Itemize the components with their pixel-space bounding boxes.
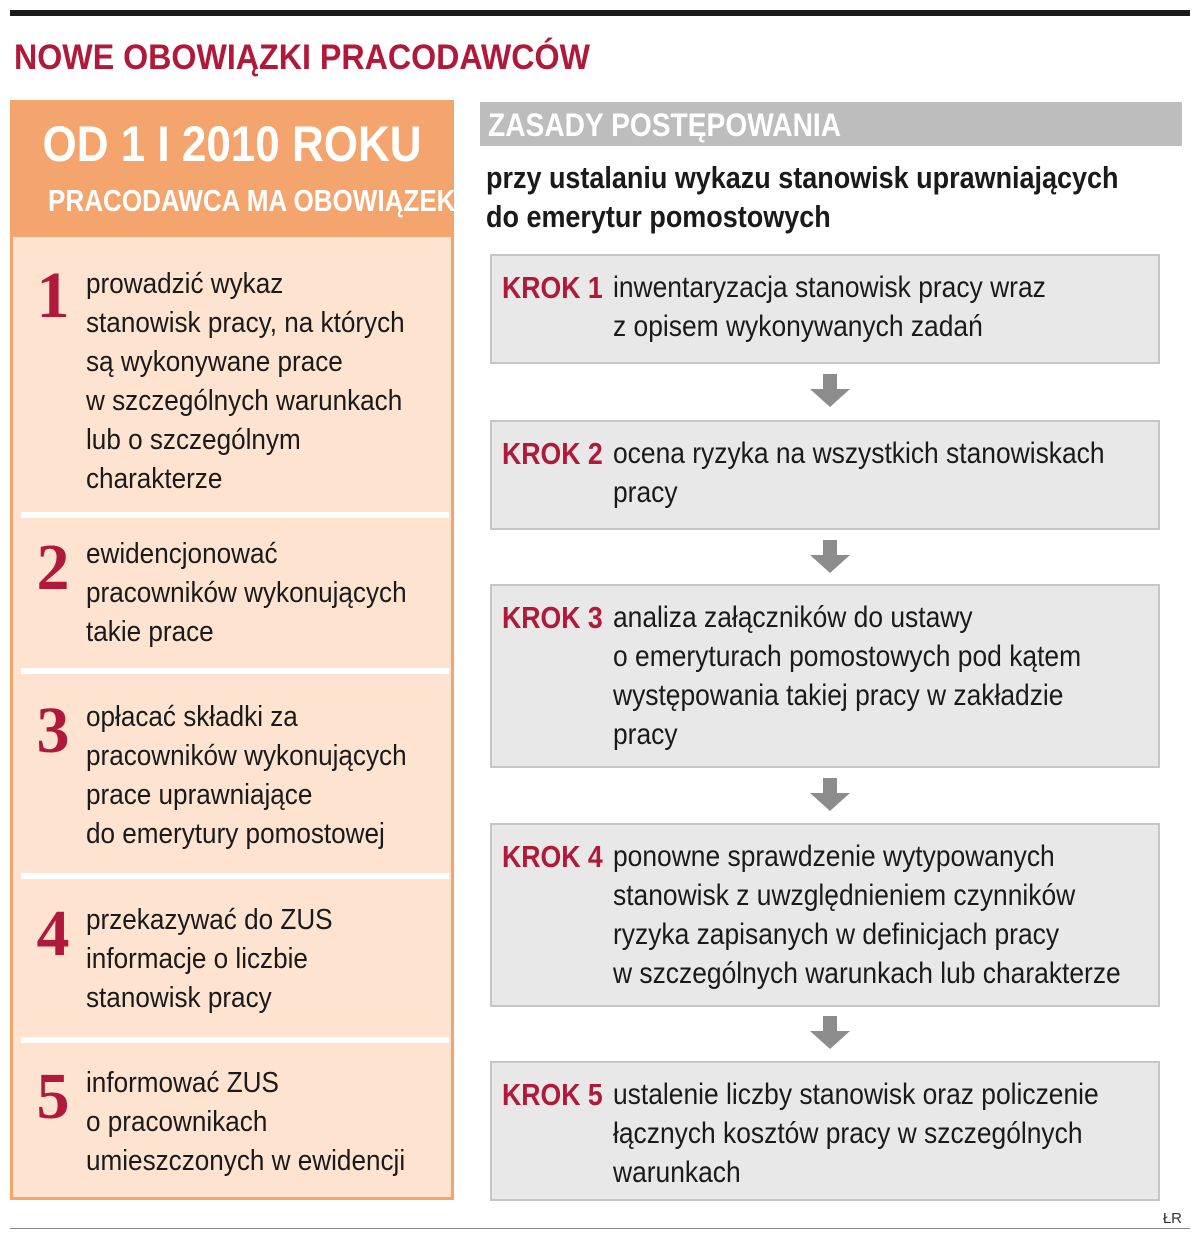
step-text: ponowne sprawdzenie wytypowanych stanowisk z uwzględnieniem czynników ryzyka zapisanych w definicjach pracy w szczególnych warunkach lub charakterze bbox=[613, 840, 1121, 990]
step-label: KROK 3 bbox=[502, 600, 603, 635]
step-box bbox=[490, 254, 1160, 364]
author-credit: ŁR bbox=[1162, 1210, 1182, 1227]
rules-header bbox=[480, 102, 1182, 146]
obligation-text: prowadzić wykaz stanowisk pracy, na których są wykonywane prace w szczególnych warunkach lub o szczególnym charakterze bbox=[86, 268, 405, 495]
obligations-date-heading: OD 1 I 2010 ROKU bbox=[42, 116, 422, 172]
step-text: ocena ryzyka na wszystkich stanowiskach pracy bbox=[613, 437, 1105, 509]
divider bbox=[21, 873, 449, 879]
step-text: ustalenie liczby stanowisk oraz policzenie łącznych kosztów pracy w szczególnych warunkach bbox=[613, 1078, 1099, 1189]
step-label: KROK 4 bbox=[502, 839, 603, 874]
obligations-subheading: PRACODAWCA MA OBOWIĄZEK: bbox=[48, 183, 465, 218]
obligations-panel bbox=[10, 100, 465, 1200]
step-box bbox=[490, 823, 1160, 1007]
rules-heading: ZASADY POSTĘPOWANIA bbox=[488, 107, 842, 143]
obligations-header bbox=[13, 103, 465, 237]
divider bbox=[21, 512, 449, 518]
obligation-number: 4 bbox=[36, 897, 70, 970]
down-arrow-icon bbox=[808, 1016, 852, 1050]
obligation-number: 5 bbox=[36, 1060, 70, 1133]
step-box bbox=[490, 420, 1160, 530]
obligation-text: ewidencjonować pracowników wykonujących takie prace bbox=[86, 538, 407, 648]
divider bbox=[21, 1037, 449, 1043]
obligation-text: opłacać składki za pracowników wykonujących prace uprawniające do emerytury pomostowej bbox=[86, 701, 407, 850]
bottom-rule bbox=[10, 1228, 1190, 1229]
obligation-text: przekazywać do ZUS informacje o liczbie stanowisk pracy bbox=[86, 904, 333, 1014]
step-label: KROK 2 bbox=[502, 436, 603, 471]
top-rule bbox=[10, 10, 1190, 16]
down-arrow-icon bbox=[808, 540, 852, 574]
obligation-text: informować ZUS o pracownikach umieszczonych w ewidencji bbox=[86, 1067, 406, 1177]
rules-subtitle: przy ustalaniu wykazu stanowisk uprawniających do emerytur pomostowych bbox=[486, 160, 1119, 234]
divider bbox=[21, 668, 449, 674]
step-box bbox=[490, 584, 1160, 768]
down-arrow-icon bbox=[808, 778, 852, 812]
obligation-number: 3 bbox=[36, 694, 70, 767]
step-text: inwentaryzacja stanowisk pracy wraz z opisem wykonywanych zadań bbox=[613, 271, 1046, 343]
step-text: analiza załączników do ustawy o emeryturach pomostowych pod kątem występowania takiej pracy w zakładzie pracy bbox=[613, 601, 1082, 751]
step-label: KROK 5 bbox=[502, 1077, 603, 1112]
page-title: NOWE OBOWIĄZKI PRACODAWCÓW bbox=[14, 38, 590, 77]
obligation-number: 2 bbox=[36, 531, 70, 604]
down-arrow-icon bbox=[808, 374, 852, 408]
step-box bbox=[490, 1061, 1160, 1201]
obligation-number: 1 bbox=[36, 259, 70, 332]
step-label: KROK 1 bbox=[502, 270, 603, 305]
